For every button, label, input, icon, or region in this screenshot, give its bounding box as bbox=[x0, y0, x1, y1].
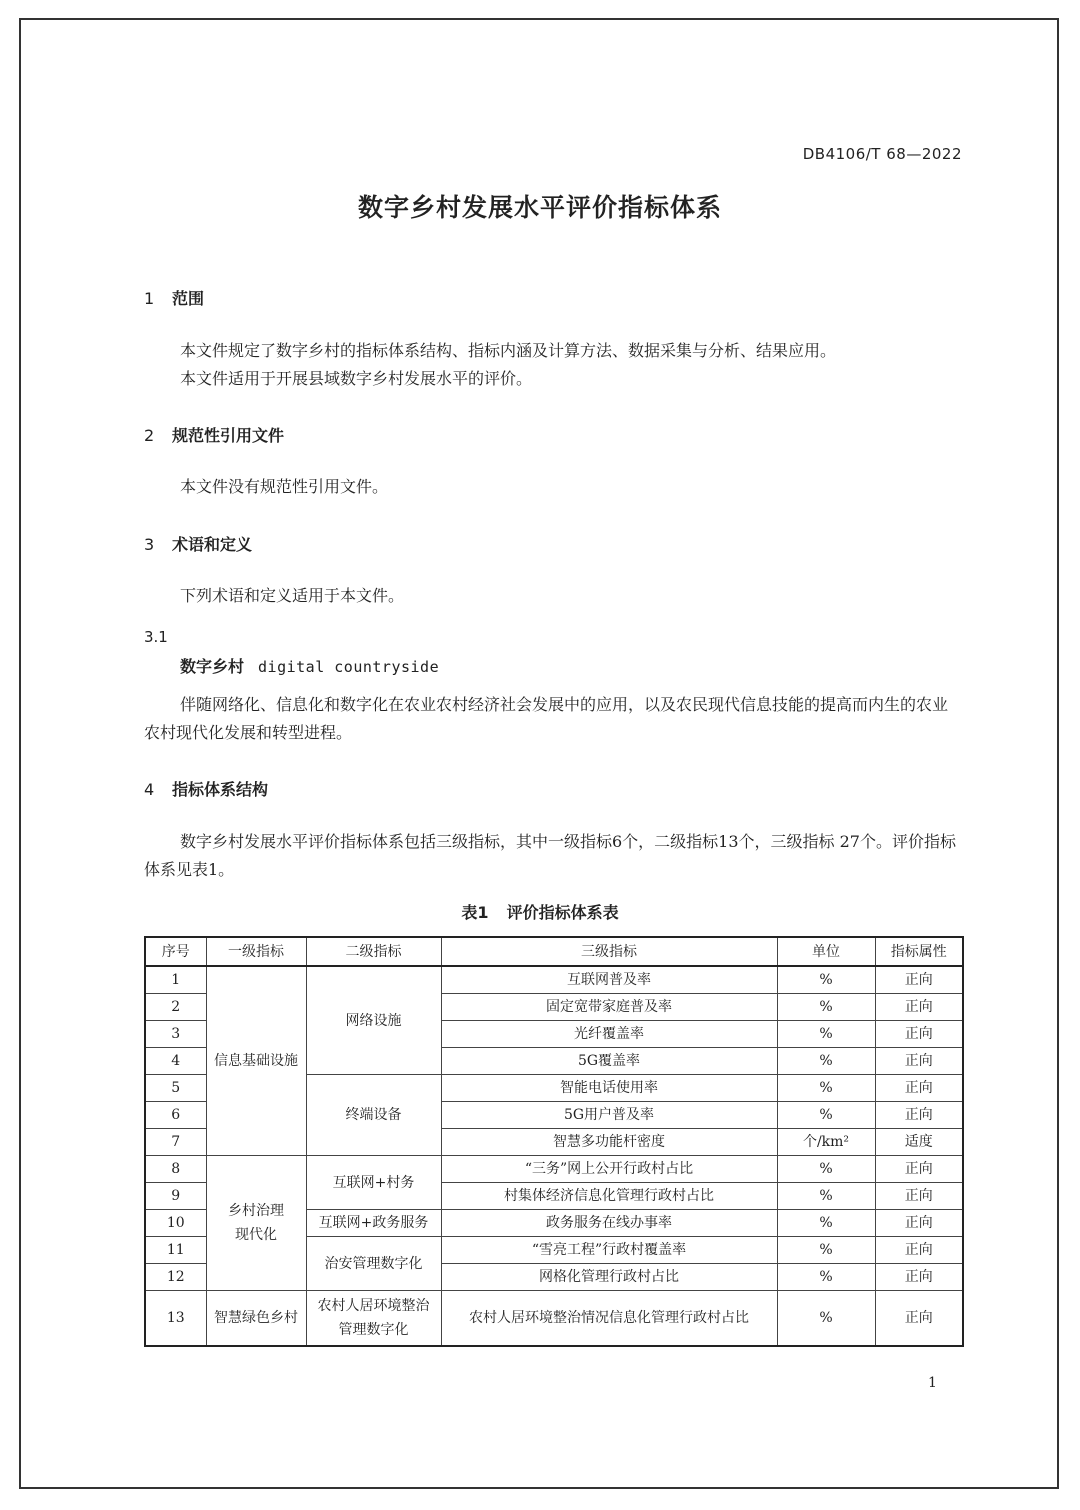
cell-no: 7 bbox=[145, 1129, 206, 1156]
cell-no: 11 bbox=[145, 1237, 206, 1264]
cell-no: 3 bbox=[145, 1021, 206, 1048]
cell-attr: 正向 bbox=[875, 1102, 963, 1129]
cell-unit: % bbox=[777, 1048, 875, 1075]
cell-attr: 正向 bbox=[875, 1075, 963, 1102]
column-header: 单位 bbox=[777, 937, 875, 966]
cell-level3: “雪亮工程”行政村覆盖率 bbox=[441, 1237, 777, 1264]
section-title: 规范性引用文件 bbox=[172, 426, 285, 445]
cell-level1: 信息基础设施 bbox=[206, 966, 306, 1156]
document-code: DB4106/T 68—2022 bbox=[802, 145, 962, 163]
column-header: 二级指标 bbox=[306, 937, 441, 966]
cell-attr: 正向 bbox=[875, 966, 963, 994]
cell-no: 4 bbox=[145, 1048, 206, 1075]
section-4-heading bbox=[144, 777, 268, 800]
cell-attr: 正向 bbox=[875, 1156, 963, 1183]
section-3-heading bbox=[144, 532, 252, 555]
table-caption-number: 表1 bbox=[461, 903, 489, 922]
cell-attr: 正向 bbox=[875, 994, 963, 1021]
cell-unit: % bbox=[777, 994, 875, 1021]
section-number: 3 bbox=[144, 535, 155, 554]
document-title: 数字乡村发展水平评价指标体系 bbox=[357, 193, 722, 222]
paragraph: 本文件适用于开展县域数字乡村发展水平的评价。 bbox=[180, 369, 533, 388]
section-number: 1 bbox=[144, 289, 155, 308]
cell-level3: 光纤覆盖率 bbox=[441, 1021, 777, 1048]
cell-no: 8 bbox=[145, 1156, 206, 1183]
cell-attr: 正向 bbox=[875, 1264, 963, 1291]
cell-level3: 政务服务在线办事率 bbox=[441, 1210, 777, 1237]
paragraph: 下列术语和定义适用于本文件。 bbox=[180, 586, 405, 605]
section-1-heading bbox=[144, 286, 204, 309]
term-entry bbox=[180, 654, 439, 677]
section-title: 术语和定义 bbox=[172, 535, 253, 554]
cell-level3: 智能电话使用率 bbox=[441, 1075, 777, 1102]
term-name: 数字乡村 bbox=[180, 657, 245, 676]
cell-level2: 互联网+政务服务 bbox=[306, 1210, 441, 1237]
cell-no: 1 bbox=[145, 966, 206, 994]
cell-no: 6 bbox=[145, 1102, 206, 1129]
cell-attr: 正向 bbox=[875, 1291, 963, 1347]
cell-level2: 治安管理数字化 bbox=[306, 1237, 441, 1291]
table-row bbox=[145, 1291, 963, 1347]
column-header: 指标属性 bbox=[875, 937, 963, 966]
cell-level3: 互联网普及率 bbox=[441, 966, 777, 994]
cell-attr: 适度 bbox=[875, 1129, 963, 1156]
cell-level3: 村集体经济信息化管理行政村占比 bbox=[441, 1183, 777, 1210]
cell-unit: % bbox=[777, 1102, 875, 1129]
cell-unit: % bbox=[777, 1156, 875, 1183]
cell-unit: 个/km² bbox=[777, 1129, 875, 1156]
cell-attr: 正向 bbox=[875, 1048, 963, 1075]
cell-no: 13 bbox=[145, 1291, 206, 1347]
cell-attr: 正向 bbox=[875, 1183, 963, 1210]
section-2-heading bbox=[144, 423, 284, 446]
term-english: digital countryside bbox=[258, 658, 440, 676]
paragraph: 本文件没有规范性引用文件。 bbox=[180, 477, 389, 496]
cell-unit: % bbox=[777, 1021, 875, 1048]
cell-unit: % bbox=[777, 966, 875, 994]
cell-no: 5 bbox=[145, 1075, 206, 1102]
table-row bbox=[145, 1156, 963, 1183]
cell-level3: 农村人居环境整治情况信息化管理行政村占比 bbox=[441, 1291, 777, 1347]
page-number: 1 bbox=[928, 1375, 937, 1391]
cell-unit: % bbox=[777, 1237, 875, 1264]
term-number: 3.1 bbox=[144, 628, 168, 646]
cell-unit: % bbox=[777, 1291, 875, 1347]
cell-unit: % bbox=[777, 1264, 875, 1291]
cell-level3: 智慧多功能杆密度 bbox=[441, 1129, 777, 1156]
paragraph: 数字乡村发展水平评价指标体系包括三级指标，其中一级指标6个，二级指标13个，三级指标 27个。评价指标体系见表1。 bbox=[144, 832, 956, 879]
cell-no: 9 bbox=[145, 1183, 206, 1210]
table-header-row bbox=[145, 937, 963, 966]
cell-level3: 网格化管理行政村占比 bbox=[441, 1264, 777, 1291]
cell-level2: 网络设施 bbox=[306, 966, 441, 1075]
term-definition: 伴随网络化、信息化和数字化在农业农村经济社会发展中的应用，以及农民现代信息技能的提高而内生的农业农村现代化发展和转型进程。 bbox=[144, 695, 949, 742]
cell-level2: 互联网+村务 bbox=[306, 1156, 441, 1210]
cell-attr: 正向 bbox=[875, 1021, 963, 1048]
cell-level1: 乡村治理现代化 bbox=[206, 1156, 306, 1291]
cell-level3: 5G用户普及率 bbox=[441, 1102, 777, 1129]
section-title: 指标体系结构 bbox=[172, 780, 269, 799]
cell-no: 10 bbox=[145, 1210, 206, 1237]
indicator-table bbox=[144, 936, 964, 1347]
cell-unit: % bbox=[777, 1075, 875, 1102]
cell-level2: 终端设备 bbox=[306, 1075, 441, 1156]
cell-level3: 5G覆盖率 bbox=[441, 1048, 777, 1075]
cell-level2: 农村人居环境整治管理数字化 bbox=[306, 1291, 441, 1347]
column-header: 三级指标 bbox=[441, 937, 777, 966]
table-caption bbox=[0, 900, 1080, 923]
cell-level1: 智慧绿色乡村 bbox=[206, 1291, 306, 1347]
column-header: 一级指标 bbox=[206, 937, 306, 966]
table-caption-title: 评价指标体系表 bbox=[506, 903, 619, 922]
section-title: 范围 bbox=[172, 289, 205, 308]
cell-no: 2 bbox=[145, 994, 206, 1021]
cell-unit: % bbox=[777, 1183, 875, 1210]
cell-unit: % bbox=[777, 1210, 875, 1237]
table-row bbox=[145, 966, 963, 994]
section-number: 2 bbox=[144, 426, 155, 445]
cell-attr: 正向 bbox=[875, 1237, 963, 1264]
column-header: 序号 bbox=[145, 937, 206, 966]
paragraph: 本文件规定了数字乡村的指标体系结构、指标内涵及计算方法、数据采集与分析、结果应用。 bbox=[180, 341, 837, 360]
cell-no: 12 bbox=[145, 1264, 206, 1291]
cell-level3: 固定宽带家庭普及率 bbox=[441, 994, 777, 1021]
cell-level3: “三务”网上公开行政村占比 bbox=[441, 1156, 777, 1183]
cell-attr: 正向 bbox=[875, 1210, 963, 1237]
section-number: 4 bbox=[144, 780, 155, 799]
